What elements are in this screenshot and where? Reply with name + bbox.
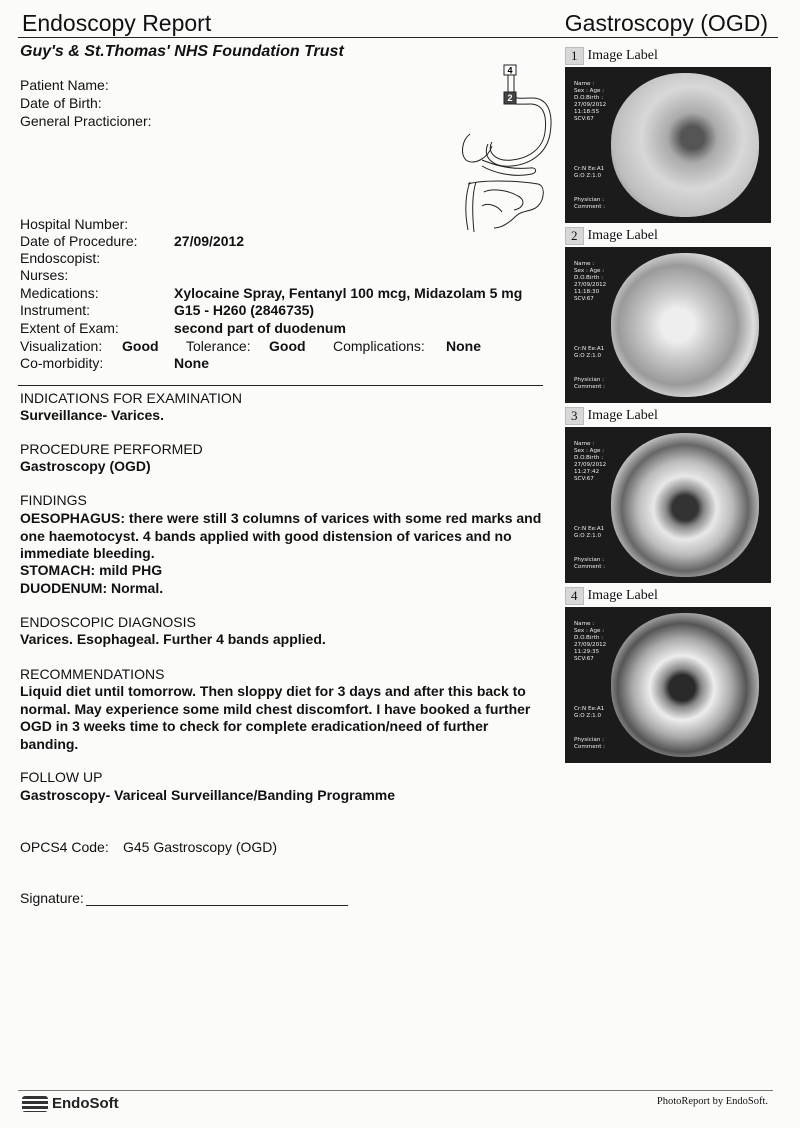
diagnosis-text: Varices. Esophageal. Further 4 bands applied. bbox=[20, 631, 326, 647]
scope-view bbox=[611, 433, 759, 577]
image-metadata: Name : Sex : Age : D.O.Birth : 27/09/2012 11:29:35 SCV:67 bbox=[574, 621, 607, 662]
extent-value: second part of duodenum bbox=[174, 320, 346, 336]
procedure-date-value: 27/09/2012 bbox=[174, 233, 245, 249]
findings-heading: FINDINGS bbox=[20, 492, 87, 508]
image-panel-1 bbox=[565, 47, 771, 223]
scope-view bbox=[611, 613, 759, 757]
endoscopy-image[interactable] bbox=[565, 607, 771, 763]
photoreport-credit: PhotoReport by EndoSoft. bbox=[656, 1096, 768, 1107]
findings-stomach: STOMACH: mild PHG bbox=[20, 562, 163, 578]
gp-label: General Practicioner: bbox=[20, 113, 152, 129]
followup-text: Gastroscopy- Variceal Surveillance/Banding Programme bbox=[20, 787, 396, 803]
signature-label: Signature: bbox=[20, 890, 84, 906]
image-panel-4 bbox=[565, 587, 771, 763]
image-label-text: Image Label bbox=[587, 408, 658, 423]
patient-name-label: Patient Name: bbox=[20, 77, 109, 93]
image-number: 2 bbox=[565, 227, 584, 245]
image-panel-label bbox=[565, 47, 771, 65]
image-panel-label bbox=[565, 587, 771, 605]
recommendations-text: Liquid diet until tomorrow. Then sloppy diet for 3 days and after this back to normal. May experience some mild chest discomfort. I have booked a further OGD in 3 weeks time to check for complete eradication/need of further banding. bbox=[20, 683, 531, 752]
image-comments: Physician : Comment : bbox=[574, 557, 606, 570]
image-comments: Physician : Comment : bbox=[574, 737, 606, 750]
recommendations-heading: RECOMMENDATIONS bbox=[20, 666, 165, 682]
nurses-label: Nurses: bbox=[20, 267, 69, 283]
complications-value: None bbox=[446, 338, 481, 354]
scope-view bbox=[611, 253, 759, 397]
signature-line[interactable] bbox=[86, 905, 348, 906]
image-number: 3 bbox=[565, 407, 584, 425]
findings-oesophagus: OESOPHAGUS: there were still 3 columns of varices with some red marks and one haemotocyst. 4 bands applied with good distension of varices and no immediate bleeding. bbox=[20, 510, 542, 561]
opcs-label: OPCS4 Code: bbox=[20, 839, 109, 855]
diagnosis-heading: ENDOSCOPIC DIAGNOSIS bbox=[20, 614, 196, 630]
header-divider bbox=[18, 37, 778, 38]
opcs-value: G45 Gastroscopy (OGD) bbox=[123, 839, 278, 855]
diagram-marker-mid-label: 2 bbox=[507, 93, 513, 103]
extent-label: Extent of Exam: bbox=[20, 320, 119, 336]
comorbidity-value: None bbox=[174, 355, 209, 371]
instrument-value: G15 - H260 (2846735) bbox=[174, 302, 315, 318]
tolerance-value: Good bbox=[269, 338, 306, 354]
image-metadata: Name : Sex : Age : D.O.Birth : 27/09/2012 11:18:55 SCV:67 bbox=[574, 81, 607, 122]
hospital-number-label: Hospital Number: bbox=[20, 216, 129, 232]
image-label-text: Image Label bbox=[587, 228, 658, 243]
diagram-marker-top-label: 4 bbox=[507, 65, 513, 76]
image-panel-3 bbox=[565, 407, 771, 583]
tolerance-label: Tolerance: bbox=[186, 338, 251, 354]
medications-value: Xylocaine Spray, Fentanyl 100 mcg, Midazolam 5 mg bbox=[174, 285, 523, 301]
trust-name: Guy's & St.Thomas' NHS Foundation Trust bbox=[20, 43, 344, 60]
image-settings: Cr:N Ee:A1 G:O Z:1.0 bbox=[574, 526, 605, 539]
image-comments: Physician : Comment : bbox=[574, 377, 606, 390]
procedure-title: Gastroscopy (OGD) bbox=[564, 10, 768, 36]
visualization-label: Visualization: bbox=[20, 338, 103, 354]
comorbidity-label: Co-morbidity: bbox=[20, 355, 104, 371]
image-number: 1 bbox=[565, 47, 584, 65]
performed-heading: PROCEDURE PERFORMED bbox=[20, 441, 203, 457]
footer-divider bbox=[18, 1090, 773, 1091]
complications-label: Complications: bbox=[333, 338, 425, 354]
image-panel-2 bbox=[565, 227, 771, 403]
image-panel-label bbox=[565, 407, 771, 425]
image-settings: Cr:N Ee:A1 G:O Z:1.0 bbox=[574, 166, 605, 179]
instrument-label: Instrument: bbox=[20, 302, 91, 318]
image-panel-label bbox=[565, 227, 771, 245]
followup-heading: FOLLOW UP bbox=[20, 769, 103, 785]
endosoft-logo-icon bbox=[22, 1096, 48, 1112]
medications-label: Medications: bbox=[20, 285, 99, 301]
dob-label: Date of Birth: bbox=[20, 95, 102, 111]
report-title: Endoscopy Report bbox=[22, 10, 212, 36]
performed-text: Gastroscopy (OGD) bbox=[20, 458, 151, 474]
image-comments: Physician : Comment : bbox=[574, 197, 606, 210]
endoscopy-image[interactable] bbox=[565, 67, 771, 223]
gi-tract-diagram bbox=[452, 60, 552, 240]
section-divider bbox=[18, 385, 543, 386]
image-number: 4 bbox=[565, 587, 584, 605]
image-settings: Cr:N Ee:A1 G:O Z:1.0 bbox=[574, 706, 605, 719]
endosoft-logo-text: EndoSoft bbox=[52, 1095, 119, 1112]
endoscopy-image[interactable] bbox=[565, 427, 771, 583]
image-label-text: Image Label bbox=[587, 48, 658, 63]
indications-heading: INDICATIONS FOR EXAMINATION bbox=[20, 390, 242, 406]
findings-duodenum: DUODENUM: Normal. bbox=[20, 580, 164, 596]
scope-view bbox=[611, 73, 759, 217]
image-metadata: Name : Sex : Age : D.O.Birth : 27/09/2012 11:27:42 SCV:67 bbox=[574, 441, 607, 482]
procedure-date-label: Date of Procedure: bbox=[20, 233, 138, 249]
image-metadata: Name : Sex : Age : D.O.Birth : 27/09/2012 11:18:30 SCV:67 bbox=[574, 261, 607, 302]
image-label-text: Image Label bbox=[587, 588, 658, 603]
endoscopy-image[interactable] bbox=[565, 247, 771, 403]
image-settings: Cr:N Ee:A1 G:O Z:1.0 bbox=[574, 346, 605, 359]
visualization-value: Good bbox=[122, 338, 159, 354]
endoscopist-label: Endoscopist: bbox=[20, 250, 101, 266]
indications-text: Surveillance- Varices. bbox=[20, 407, 164, 423]
endosoft-logo bbox=[22, 1095, 119, 1112]
